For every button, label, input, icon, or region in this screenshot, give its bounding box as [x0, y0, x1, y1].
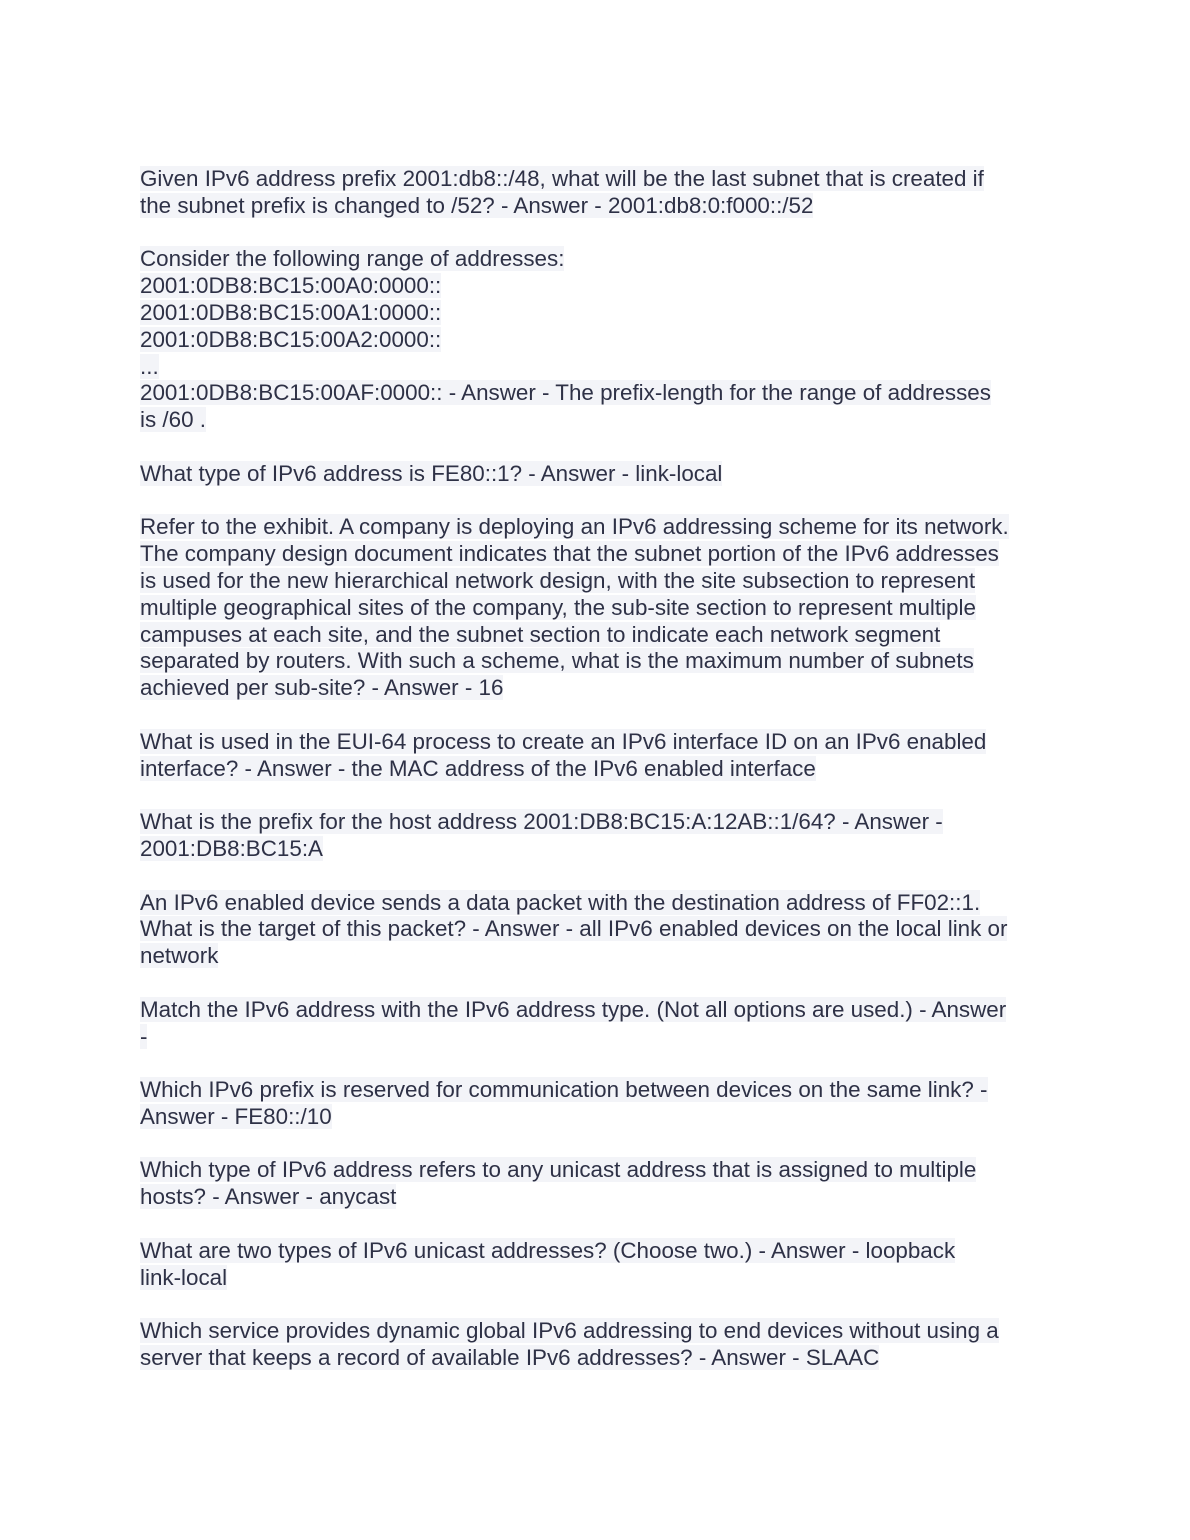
qa-entry [140, 729, 1055, 783]
qa-entry [140, 514, 1055, 702]
text-line: Consider the following range of addresses: [140, 246, 565, 272]
text-line: hosts? - Answer - anycast [140, 1184, 397, 1210]
text-line: What is the prefix for the host address 2001:DB8:BC15:A:12AB::1/64? - Answer - [140, 809, 943, 835]
text-line: - [140, 1023, 148, 1049]
text-line: campuses at each site, and the subnet section to indicate each network segment [140, 621, 941, 647]
text-line: server that keeps a record of available IPv6 addresses? - Answer - SLAAC [140, 1345, 880, 1371]
text-line: network [140, 943, 219, 969]
text-line: separated by routers. With such a scheme, what is the maximum number of subnets [140, 648, 974, 674]
text-line: interface? - Answer - the MAC address of the IPv6 enabled interface [140, 755, 816, 781]
text-line: The company design document indicates that the subnet portion of the IPv6 addresses [140, 541, 999, 567]
text-line: link-local [140, 1264, 228, 1290]
text-line: What are two types of IPv6 unicast addresses? (Choose two.) - Answer - loopback [140, 1237, 956, 1263]
text-line: Match the IPv6 address with the IPv6 address type. (Not all options are used.) - Answer [140, 996, 1007, 1022]
qa-entry [140, 997, 1055, 1051]
document-page [140, 166, 1055, 1399]
text-line: 2001:0DB8:BC15:00A0:0000:: [140, 273, 442, 299]
qa-entry [140, 1238, 1055, 1292]
text-line: 2001:0DB8:BC15:00AF:0000:: - Answer - The prefix-length for the range of addresses [140, 380, 991, 406]
text-line: What is the target of this packet? - Answer - all IPv6 enabled devices on the local link or [140, 916, 1008, 942]
text-line: is /60 . [140, 407, 206, 433]
text-line: is used for the new hierarchical network design, with the site subsection to represent [140, 567, 976, 593]
text-line: achieved per sub-site? - Answer - 16 [140, 675, 504, 701]
qa-entry [140, 1157, 1055, 1211]
text-line: multiple geographical sites of the company, the sub-site section to represent multiple [140, 594, 976, 620]
text-line: Refer to the exhibit. A company is deploying an IPv6 addressing scheme for its network. [140, 514, 1009, 540]
text-line: ... [140, 353, 159, 379]
qa-entry [140, 1318, 1055, 1372]
text-line: What type of IPv6 address is FE80::1? - Answer - link-local [140, 460, 723, 486]
qa-entry [140, 890, 1055, 970]
text-line: 2001:0DB8:BC15:00A2:0000:: [140, 326, 442, 352]
text-line: Which service provides dynamic global IPv6 addressing to end devices without using a [140, 1318, 999, 1344]
text-line: Which type of IPv6 address refers to any unicast address that is assigned to multiple [140, 1157, 977, 1183]
text-line: Given IPv6 address prefix 2001:db8::/48, what will be the last subnet that is created if [140, 166, 984, 191]
text-line: Which IPv6 prefix is reserved for communication between devices on the same link? - [140, 1077, 988, 1103]
qa-entry [140, 461, 1055, 488]
text-line: 2001:0DB8:BC15:00A1:0000:: [140, 299, 442, 325]
text-line: Answer - FE80::/10 [140, 1103, 332, 1129]
qa-entry [140, 809, 1055, 863]
text-line: 2001:DB8:BC15:A [140, 835, 323, 861]
qa-entry [140, 246, 1055, 434]
text-line: the subnet prefix is changed to /52? - Answer - 2001:db8:0:f000::/52 [140, 192, 814, 218]
qa-entry [140, 1077, 1055, 1131]
qa-entry [140, 166, 1055, 220]
text-line: An IPv6 enabled device sends a data packet with the destination address of FF02::1. [140, 889, 981, 915]
text-line: What is used in the EUI-64 process to create an IPv6 interface ID on an IPv6 enabled [140, 728, 987, 754]
